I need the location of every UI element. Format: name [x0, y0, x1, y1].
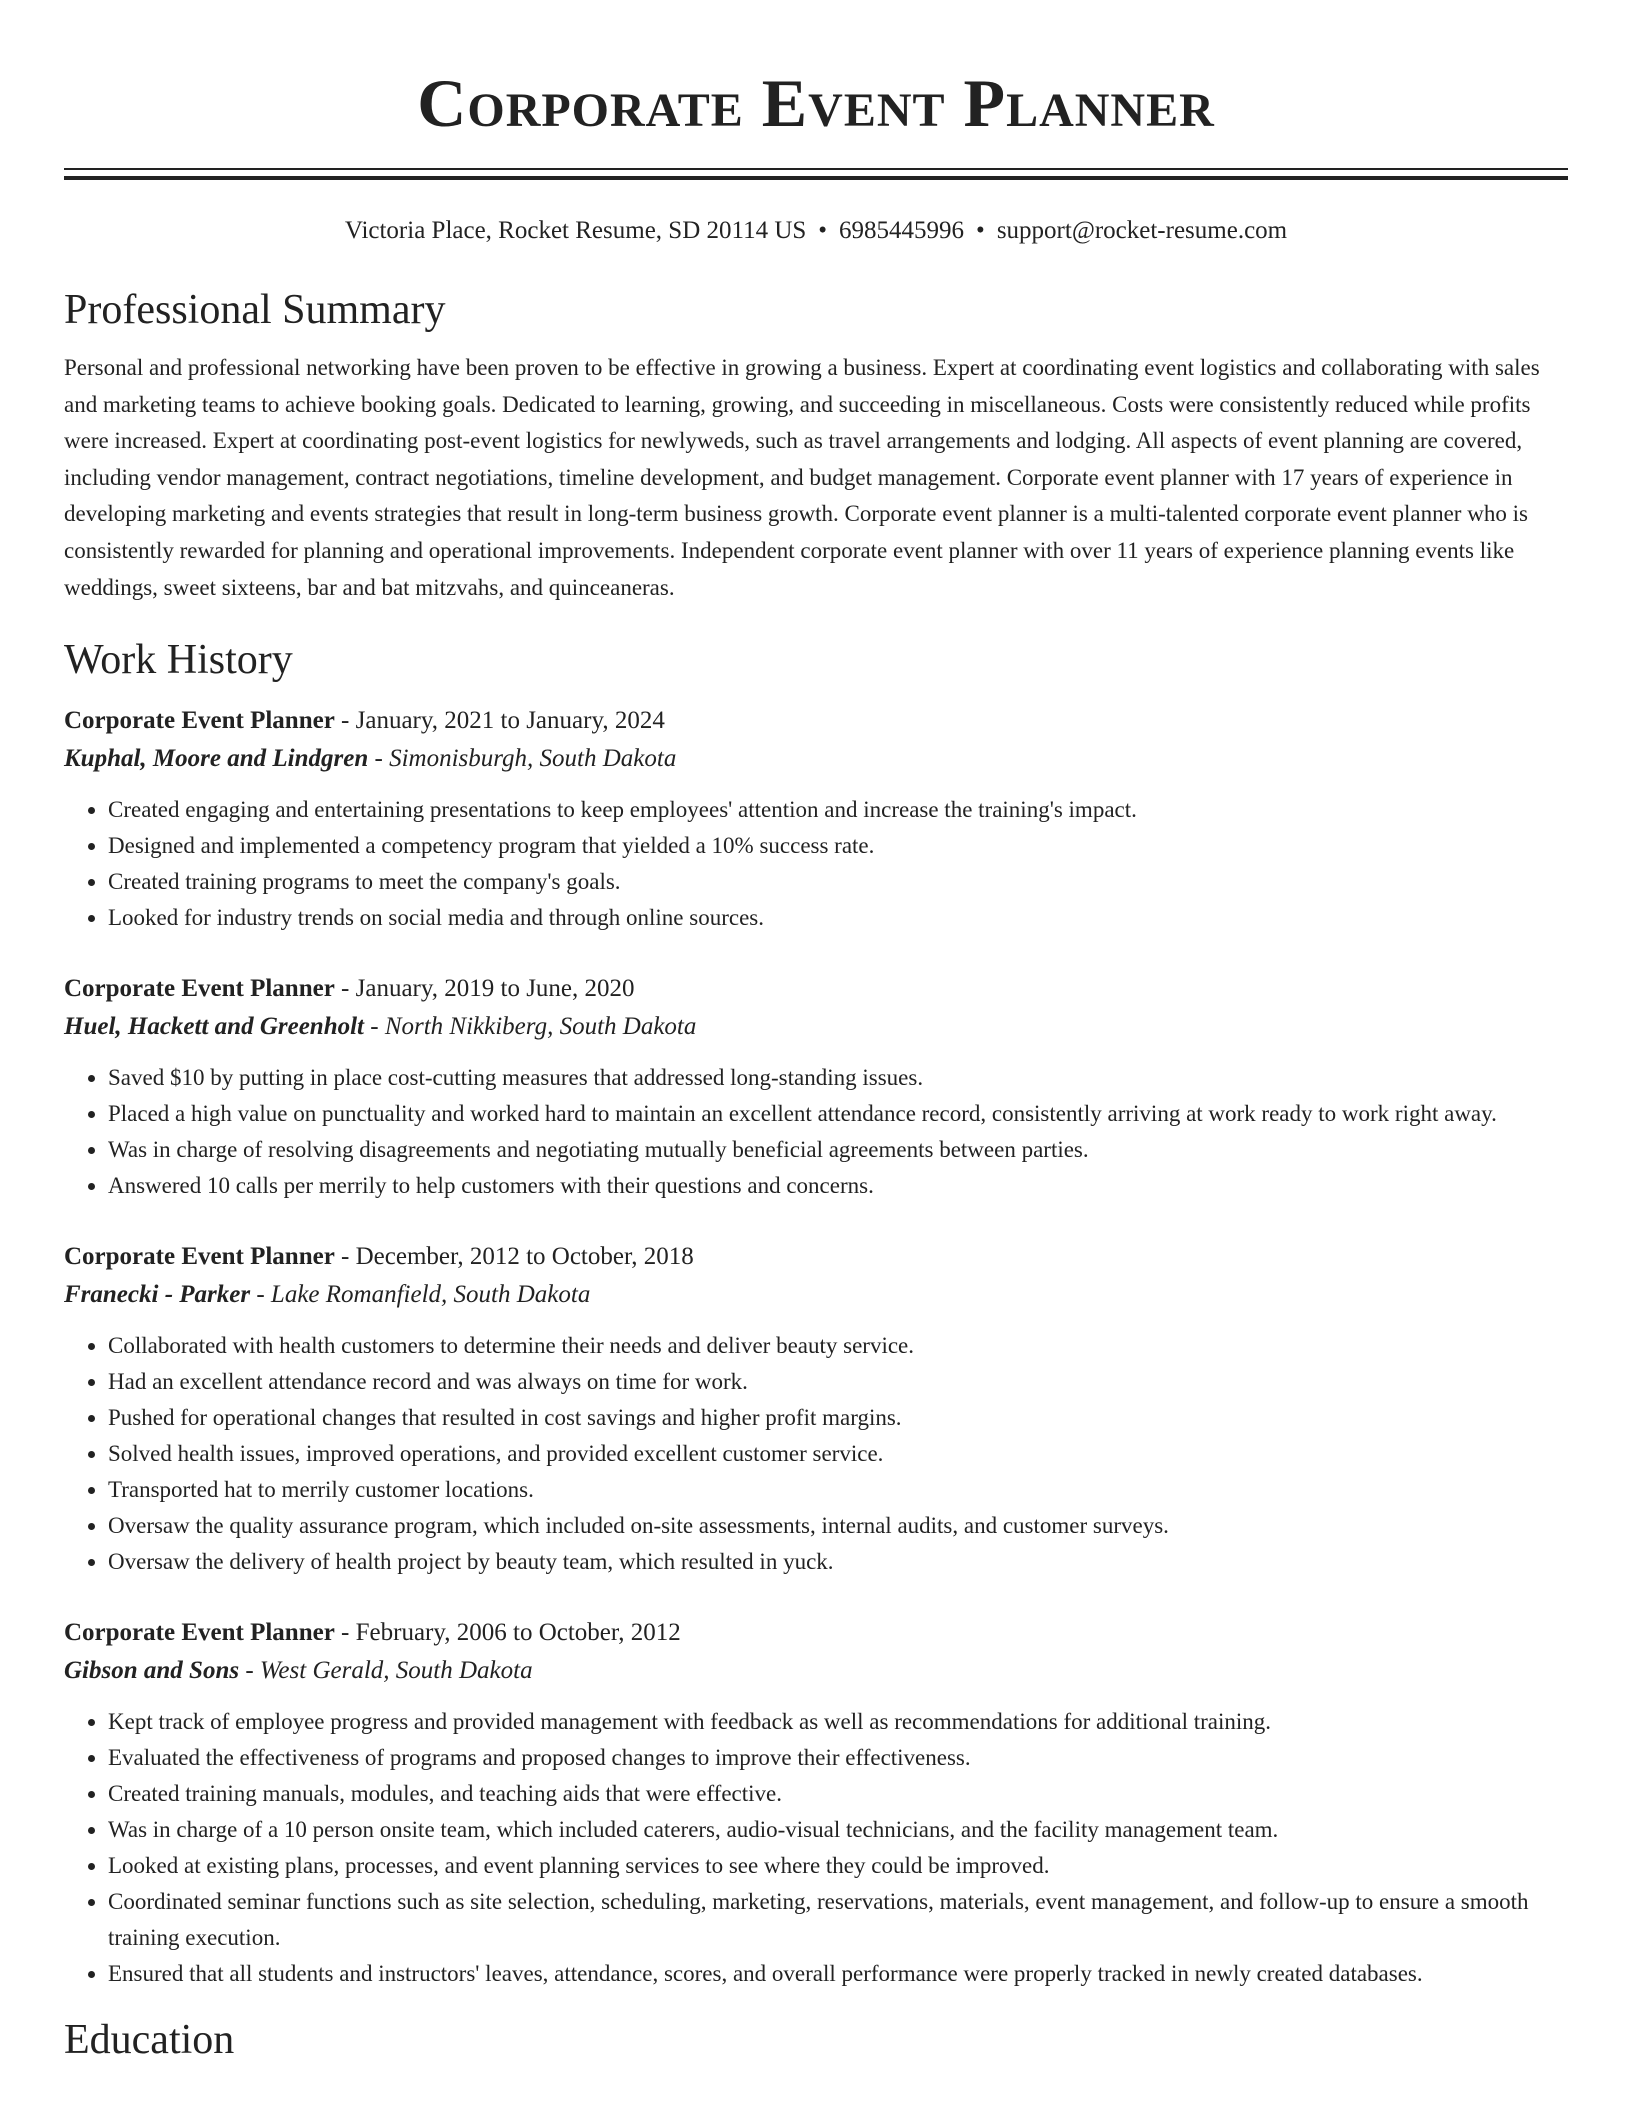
job-bullet: • Evaluated the effectiveness of programs and proposed changes to improve their effectiveness.	[108, 1740, 1568, 1776]
contact-line	[64, 214, 1568, 248]
job-title: Corporate Event Planner	[64, 1243, 335, 1271]
job-bullet: • Ensured that all students and instructors' leaves, attendance, scores, and overall performance were properly tracked in newly created databases.	[108, 1956, 1568, 1992]
job-company: Huel, Hackett and Greenholt	[64, 1013, 364, 1041]
education-section-title: Education	[64, 2017, 235, 2064]
summary-section-title: Professional Summary	[64, 287, 446, 333]
contact-phone: 6985445996	[839, 217, 965, 244]
job-title: Corporate Event Planner	[64, 707, 335, 735]
job-bullet: • Was in charge of resolving disagreements and negotiating mutually beneficial agreements between parties.	[108, 1132, 1568, 1168]
contact-address: Victoria Place, Rocket Resume, SD 20114 US	[344, 217, 807, 244]
job-company-line	[64, 1276, 1568, 1314]
job-bullet: • Answered 10 calls per merrily to help customers with their questions and concerns.	[108, 1168, 1568, 1204]
job-entry	[64, 1238, 1568, 1580]
resume-page	[64, 0, 1568, 2068]
job-bullet-list	[64, 1328, 1568, 1580]
contact-separator: •	[976, 217, 985, 244]
summary-text: Personal and professional networking have been proven to be effective in growing a business. Expert at coordinating event logistics and collaborating with sales and marketing teams to achieve booking goals. Dedicated to learning, growing, and succeeding in miscellaneous. Costs were consistently reduced while profits were increased. Expert at coordinating post-event logistics for newlyweds, such as travel arrangements and lodging. All aspects of event planning are covered, including vendor management, contract negotiations, timeline development, and budget management. Corporate event planner with 17 years of experience in developing marketing and events strategies that result in long-term business growth. Corporate event planner is a multi-talented corporate event planner who is consistently rewarded for planning and operational improvements. Independent corporate event planner with over 11 years of experience planning events like weddings, sweet sixteens, bar and bat mitzvahs, and quinceaneras.	[64, 355, 1540, 600]
job-bullet: • Was in charge of a 10 person onsite team, which included caterers, audio-visual technicians, and the facility management team.	[108, 1812, 1568, 1848]
contact-email: support@rocket-resume.com	[996, 217, 1288, 244]
job-entry	[64, 1614, 1568, 1992]
job-dates: - January, 2021 to January, 2024	[334, 707, 665, 735]
job-entry	[64, 970, 1568, 1204]
job-bullet: • Created training manuals, modules, and teaching aids that were effective.	[108, 1776, 1568, 1812]
job-bullet: • Solved health issues, improved operations, and provided excellent customer service.	[108, 1436, 1568, 1472]
header-divider-thick	[64, 176, 1568, 180]
resume-name-heading: Corporate Event Planner	[417, 65, 1215, 141]
job-header	[64, 702, 1568, 740]
job-title: Corporate Event Planner	[64, 1619, 335, 1647]
job-location: - Simonisburgh, South Dakota	[368, 745, 677, 773]
job-bullet: • Placed a high value on punctuality and worked hard to maintain an excellent attendance record, consistently arriving at work ready to work right away.	[108, 1096, 1568, 1132]
header-divider-thin	[64, 168, 1568, 170]
job-bullet: • Looked for industry trends on social media and through online sources.	[108, 900, 1568, 936]
job-entry	[64, 702, 1568, 936]
job-dates: - January, 2019 to June, 2020	[334, 975, 635, 1003]
job-company-line	[64, 740, 1568, 778]
job-bullet-list	[64, 1060, 1568, 1204]
work-history-list	[64, 702, 1568, 1992]
job-bullet: • Pushed for operational changes that resulted in cost savings and higher profit margins.	[108, 1400, 1568, 1436]
job-bullet: • Had an excellent attendance record and was always on time for work.	[108, 1364, 1568, 1400]
job-location: - North Nikkiberg, South Dakota	[364, 1013, 697, 1041]
job-bullet: • Collaborated with health customers to determine their needs and deliver beauty service.	[108, 1328, 1568, 1364]
job-header	[64, 1614, 1568, 1652]
job-bullet: • Looked at existing plans, processes, and event planning services to see where they could be improved.	[108, 1848, 1568, 1884]
job-bullet: • Kept track of employee progress and provided management with feedback as well as recommendations for additional training.	[108, 1704, 1568, 1740]
job-company-line	[64, 1008, 1568, 1046]
job-dates: - December, 2012 to October, 2018	[334, 1243, 694, 1271]
job-bullet: • Coordinated seminar functions such as site selection, scheduling, marketing, reservations, materials, event management, and follow-up to ensure a smooth training execution.	[108, 1884, 1568, 1956]
job-location: - West Gerald, South Dakota	[239, 1657, 533, 1685]
job-bullet: • Created training programs to meet the company's goals.	[108, 864, 1568, 900]
job-dates: - February, 2006 to October, 2012	[334, 1619, 681, 1647]
job-bullet: • Designed and implemented a competency program that yielded a 10% success rate.	[108, 828, 1568, 864]
job-bullet: • Oversaw the quality assurance program, which included on-site assessments, internal audits, and customer surveys.	[108, 1508, 1568, 1544]
job-location: - Lake Romanfield, South Dakota	[250, 1281, 591, 1309]
job-company: Kuphal, Moore and Lindgren	[64, 745, 369, 773]
job-bullet-list	[64, 792, 1568, 936]
job-title: Corporate Event Planner	[64, 975, 335, 1003]
job-header	[64, 970, 1568, 1008]
job-bullet: • Transported hat to merrily customer locations.	[108, 1472, 1568, 1508]
work-history-section-title: Work History	[64, 637, 293, 684]
job-company-line	[64, 1652, 1568, 1690]
job-company: Gibson and Sons	[64, 1657, 240, 1685]
job-bullet: • Created engaging and entertaining presentations to keep employees' attention and increase the training's impact.	[108, 792, 1568, 828]
job-header	[64, 1238, 1568, 1276]
job-bullet: • Saved $10 by putting in place cost-cutting measures that addressed long-standing issues.	[108, 1060, 1568, 1096]
job-company: Franecki - Parker	[64, 1281, 251, 1309]
contact-separator: •	[818, 217, 828, 244]
job-bullet-list	[64, 1704, 1568, 1992]
job-bullet: • Oversaw the delivery of health project by beauty team, which resulted in yuck.	[108, 1544, 1568, 1580]
